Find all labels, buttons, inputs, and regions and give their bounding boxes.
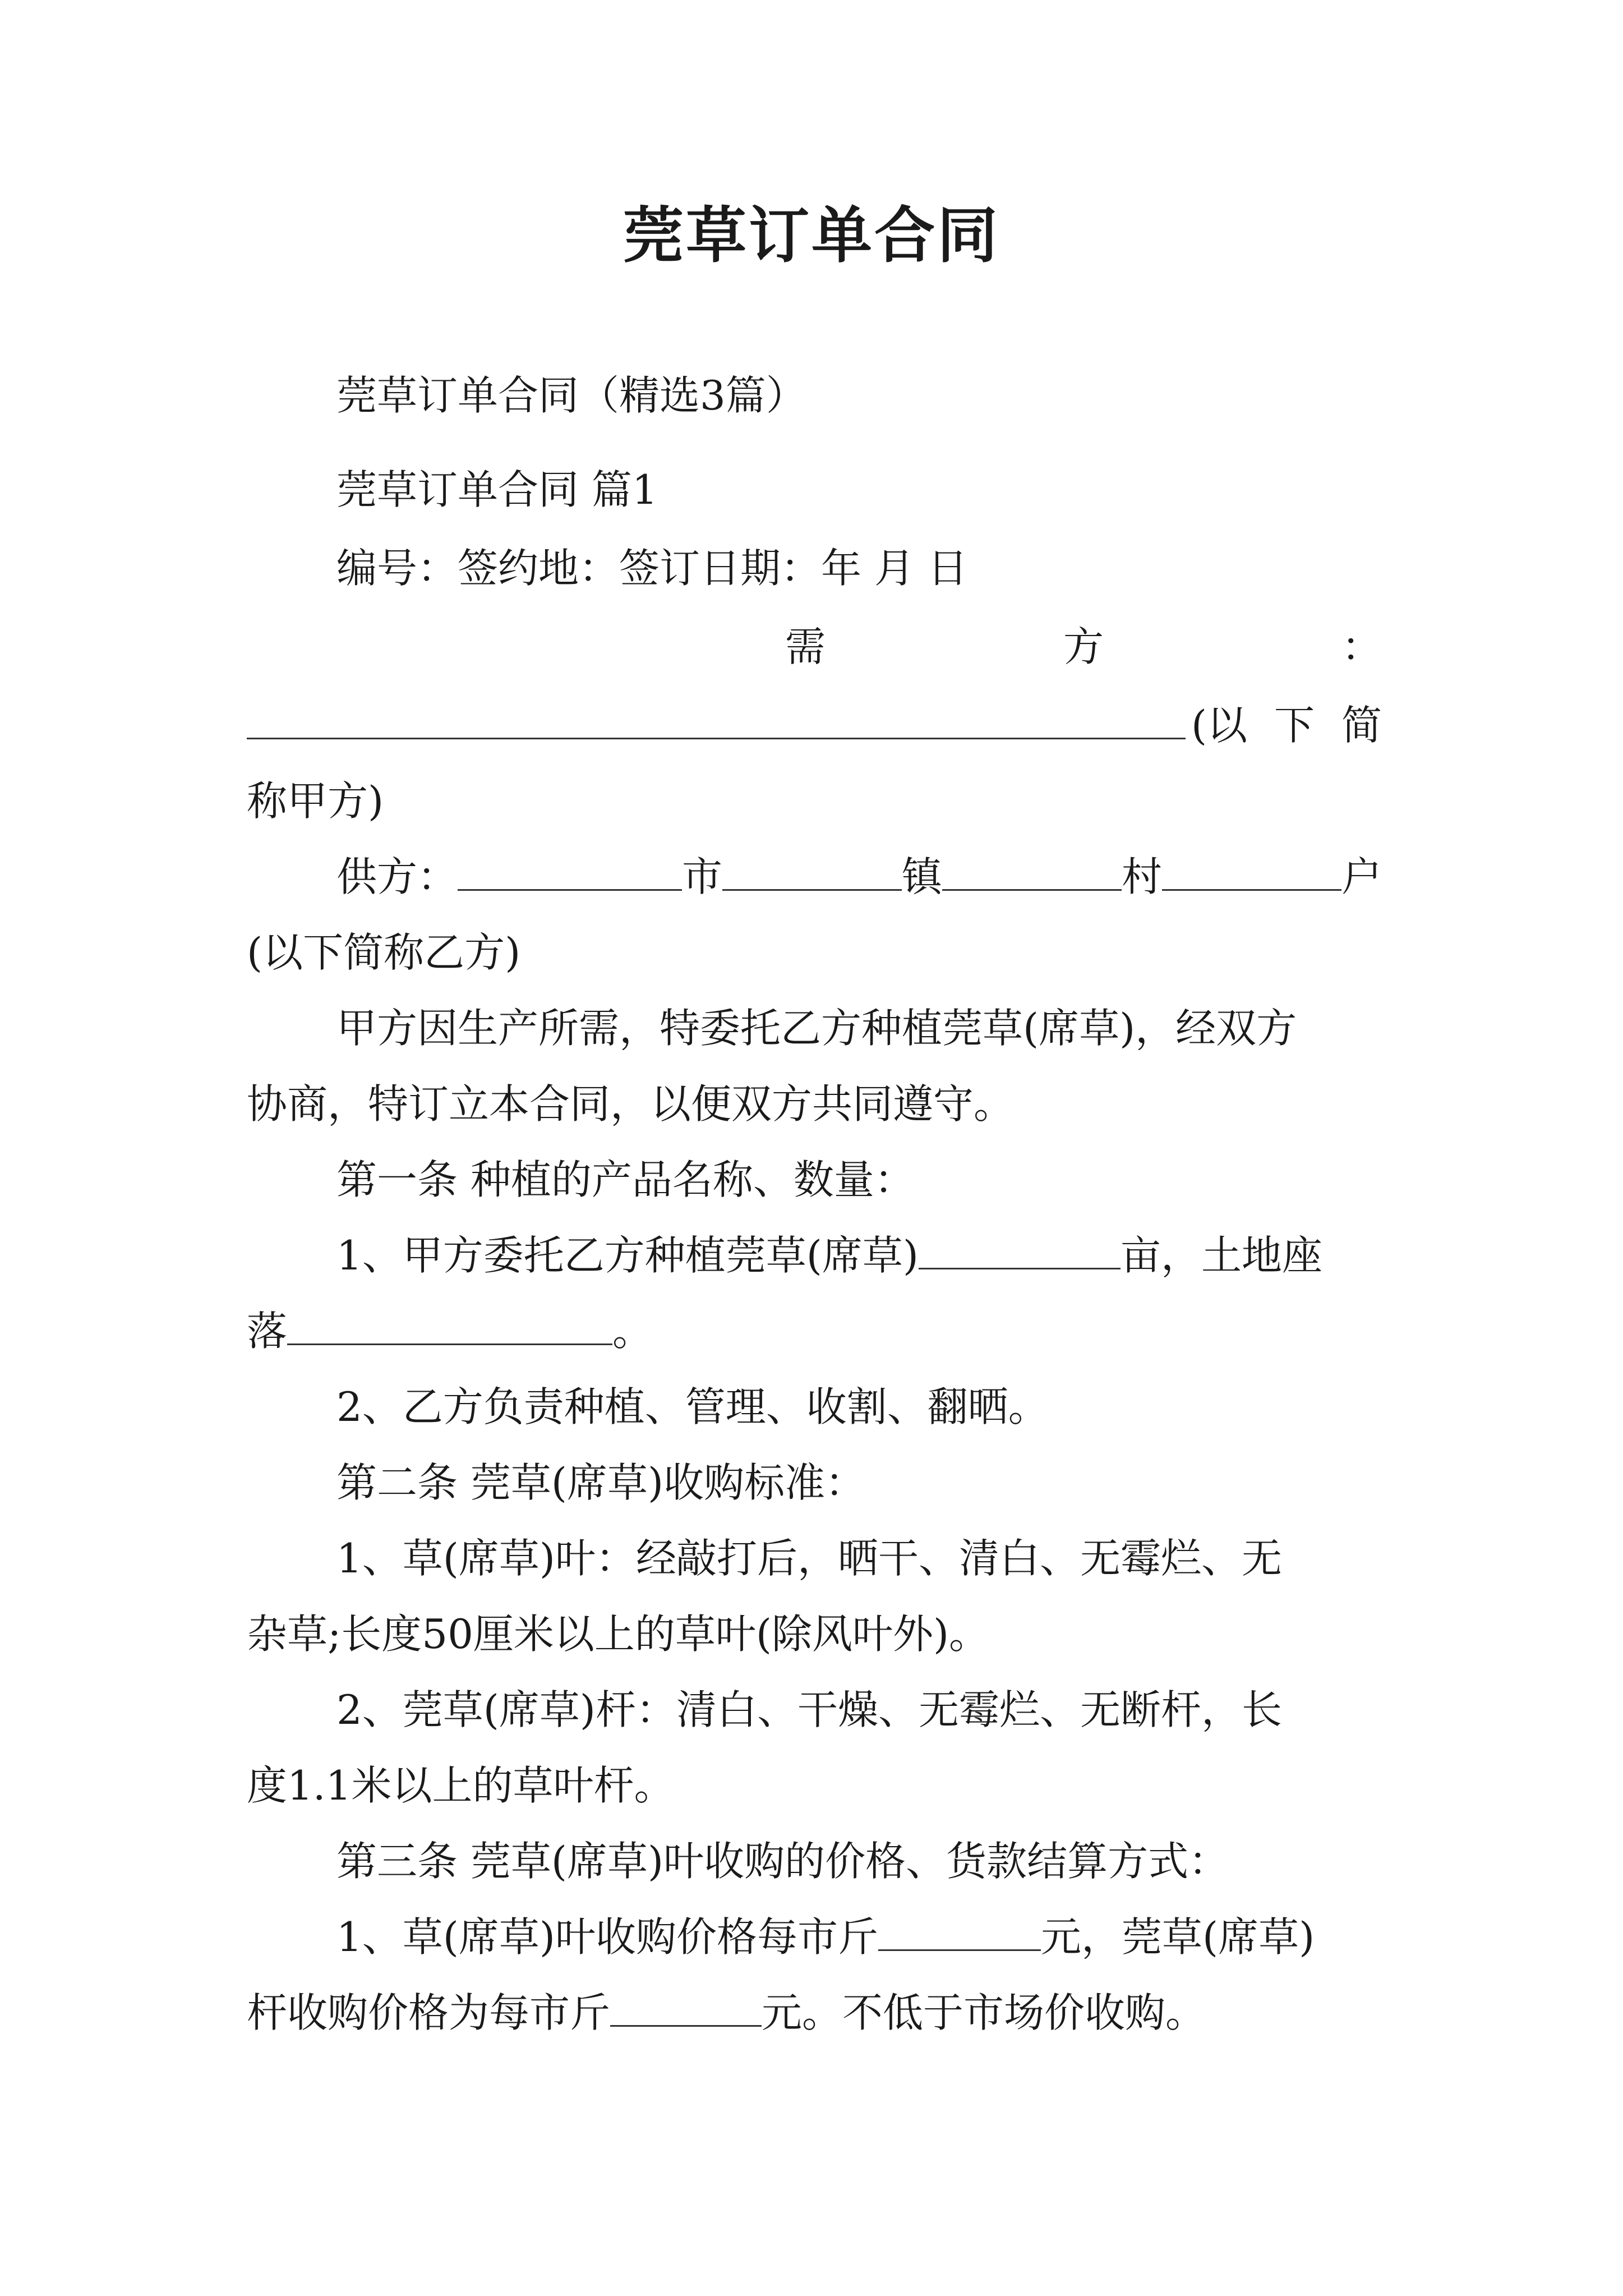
- demand-char-3: ：: [1341, 623, 1382, 670]
- stalk-price-label: 杆收购价格为每市斤: [247, 1989, 611, 2036]
- unit-village: 村: [1122, 853, 1163, 900]
- unit-city: 市: [682, 853, 723, 900]
- article-1-item-1-prefix: 1、甲方委托乙方种植莞草(席草): [336, 1232, 919, 1279]
- article-2-heading: 第二条 莞草(席草)收购标准：: [336, 1459, 866, 1506]
- article-1-item-1: [336, 1227, 1382, 1283]
- demand-party-continuation: 称甲方): [247, 777, 384, 825]
- article-3-item-1: [336, 1909, 1382, 1965]
- unit-household: 户: [1341, 853, 1382, 900]
- article-2-item-1-line-2: 杂草;长度50厘米以上的草叶(除风叶外)。: [247, 1611, 990, 1658]
- article-3-item-1-suffix: 元，莞草(席草): [1041, 1913, 1315, 1961]
- supply-party-continuation: (以下简称乙方): [247, 929, 521, 976]
- leaf-price-blank[interactable]: [878, 1913, 1041, 1951]
- demand-party-blank-line: [247, 697, 1382, 753]
- land-location-label: 落: [247, 1308, 288, 1355]
- supply-party-line: [336, 849, 1382, 905]
- stalk-price-suffix: 元。不低于市场价收购。: [762, 1989, 1206, 2036]
- article-1-item-1-suffix: 亩，土地座: [1121, 1232, 1323, 1279]
- article-2-item-1-line-1: 1、草(席草)叶：经敲打后，晒干、清白、无霉烂、无: [336, 1535, 1282, 1582]
- subtitle: 莞草订单合同（精选3篇）: [336, 372, 806, 419]
- meta-line: 编号：签约地：签订日期：年 月 日: [336, 545, 968, 592]
- demand-party-label: [785, 619, 1382, 675]
- town-blank[interactable]: [722, 853, 902, 891]
- article-3-item-1-cont: [247, 1985, 1382, 2041]
- demand-suffix-2: 下: [1274, 702, 1315, 749]
- demand-char-1: 需: [785, 623, 826, 670]
- acreage-blank[interactable]: [919, 1231, 1121, 1269]
- intro-line-2: 协商，特订立本合同，以便双方共同遵守。: [247, 1080, 1015, 1128]
- village-blank[interactable]: [942, 853, 1122, 891]
- land-location-blank[interactable]: [287, 1307, 612, 1345]
- article-2-item-2-line-1: 2、莞草(席草)杆：清白、干燥、无霉烂、无断杆，长: [336, 1686, 1282, 1733]
- stalk-price-blank[interactable]: [610, 1989, 762, 2027]
- article-1-item-2: 2、乙方负责种植、管理、收割、翻晒。: [336, 1383, 1049, 1430]
- article-1-item-1-cont: [247, 1303, 1382, 1359]
- supply-party-prefix: 供方：: [336, 853, 458, 900]
- article-3-item-1-prefix: 1、草(席草)叶收购价格每市斤: [336, 1913, 878, 1961]
- article-2-item-2-line-2: 度1.1米以上的草叶杆。: [247, 1762, 675, 1809]
- land-location-end: 。: [612, 1308, 653, 1355]
- city-blank[interactable]: [458, 853, 682, 891]
- demand-suffix-1: (以: [1191, 702, 1248, 749]
- demand-suffix-3: 简: [1341, 702, 1382, 749]
- article-3-heading: 第三条 莞草(席草)叶收购的价格、货款结算方式：: [336, 1838, 1229, 1885]
- document-title: 莞草订单合同: [623, 200, 1000, 271]
- article-1-heading: 第一条 种植的产品名称、数量：: [336, 1156, 915, 1203]
- unit-town: 镇: [902, 853, 943, 900]
- intro-line-1: 甲方因生产所需，特委托乙方种植莞草(席草)，经双方: [336, 1005, 1297, 1052]
- demand-party-blank[interactable]: [247, 701, 1186, 739]
- household-blank[interactable]: [1162, 853, 1341, 891]
- part-heading: 莞草订单合同 篇1: [336, 466, 658, 513]
- demand-char-2: 方: [1063, 623, 1104, 670]
